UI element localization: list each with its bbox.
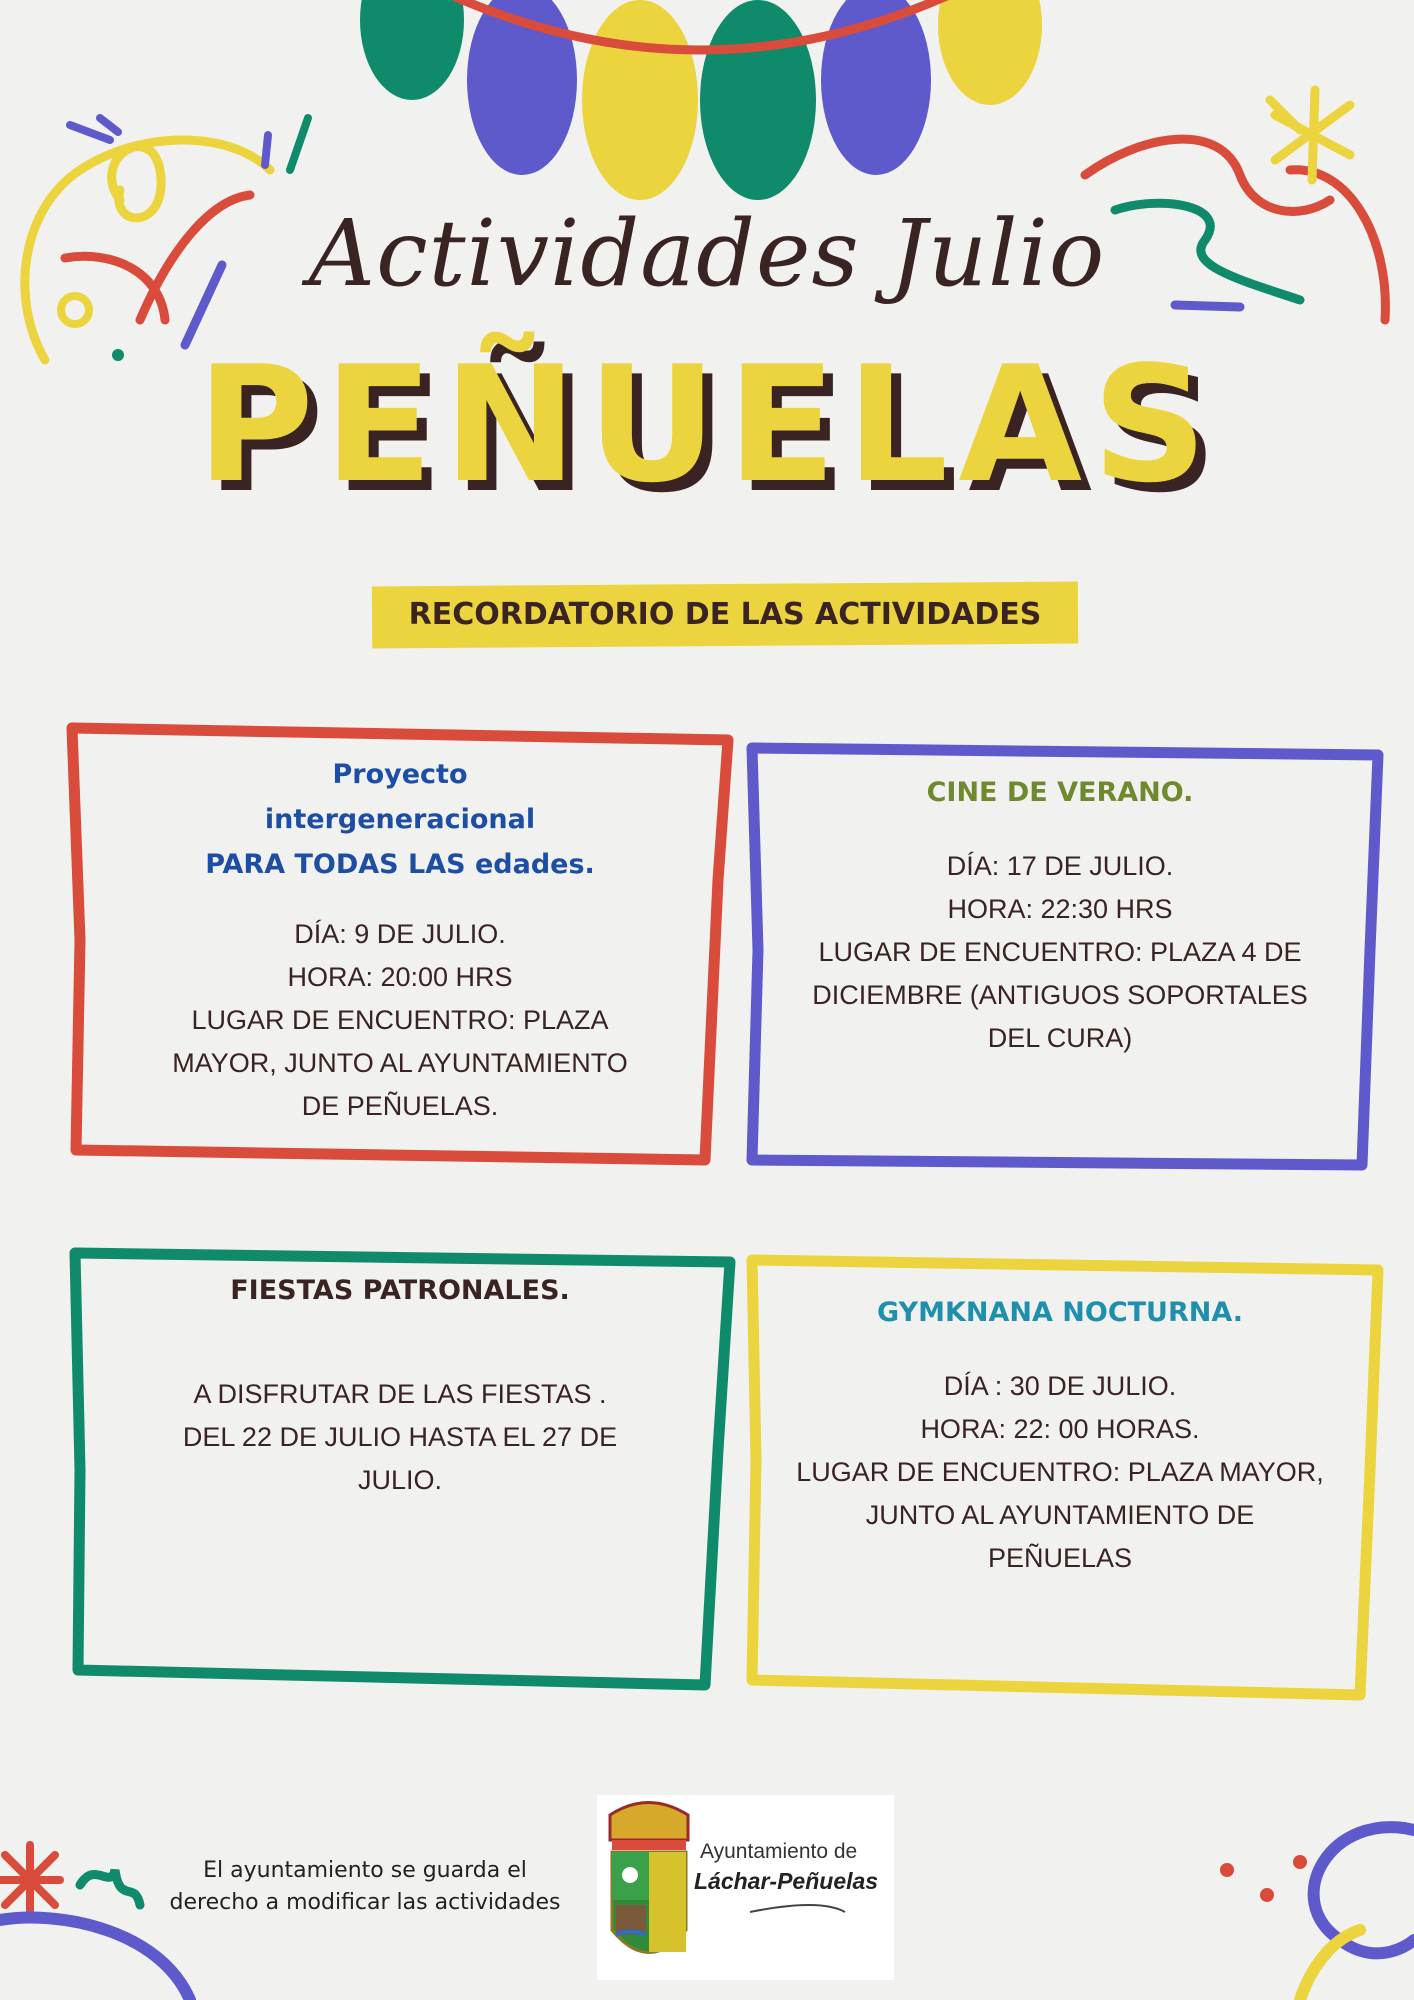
logo-text-ayuntamiento: Ayuntamiento de <box>700 1840 858 1863</box>
card-title <box>110 752 690 887</box>
logo-text-town-name: Láchar-Peñuelas <box>694 1868 879 1894</box>
card-location-line: DEL CURA) <box>987 1023 1133 1053</box>
card-title-line: PARA TODAS LAS edades. <box>205 849 595 880</box>
card-text-line: DEL 22 DE JULIO HASTA EL 27 DE <box>182 1422 618 1452</box>
card-location-line: PEÑUELAS <box>987 1543 1133 1573</box>
card-text-line: A DISFRUTAR DE LAS FIESTAS . <box>193 1379 607 1409</box>
confetti-bottom-right-decoration <box>1220 1827 1414 2000</box>
card-location-line: MAYOR, JUNTO AL AYUNTAMIENTO <box>172 1048 628 1078</box>
card-title <box>105 1268 695 1313</box>
card-details <box>780 845 1340 1060</box>
footer-disclaimer <box>160 1855 570 1919</box>
card-time: HORA: 22: 00 HORAS. <box>920 1414 1200 1444</box>
card-details <box>770 1365 1350 1580</box>
card-title-line: Proyecto <box>332 759 468 790</box>
bunting-decoration <box>360 0 1042 200</box>
card-details <box>105 1373 695 1502</box>
card-date: DÍA : 30 DE JULIO. <box>943 1371 1177 1401</box>
card-title-line: intergeneracional <box>264 804 536 835</box>
card-title <box>770 1290 1350 1335</box>
card-time: HORA: 22:30 HRS <box>947 894 1173 924</box>
card-title <box>780 770 1340 815</box>
activity-card-intergenerational <box>110 752 690 1128</box>
card-time: HORA: 20:00 HRS <box>287 962 513 992</box>
main-title: PEÑUELAS <box>196 331 1218 518</box>
card-date: DÍA: 9 DE JULIO. <box>294 919 506 949</box>
card-location-line: LUGAR DE ENCUENTRO: PLAZA MAYOR, <box>796 1457 1324 1487</box>
activity-card-gymkhana <box>770 1290 1350 1580</box>
activity-card-cinema <box>780 770 1340 1060</box>
footer-disclaimer-line: derecho a modificar las actividades <box>169 1890 561 1915</box>
script-title: Actividades Julio <box>308 200 1106 307</box>
card-details <box>110 913 690 1128</box>
activity-card-fiestas <box>105 1268 695 1502</box>
card-title-line: GYMKNANA NOCTURNA. <box>876 1297 1244 1328</box>
card-date: DÍA: 17 DE JULIO. <box>946 851 1174 881</box>
card-location-line: DICIEMBRE (ANTIGUOS SOPORTALES <box>812 980 1308 1010</box>
card-title-line: CINE DE VERANO. <box>926 777 1194 808</box>
card-location-line: JUNTO AL AYUNTAMIENTO DE <box>865 1500 1255 1530</box>
footer-disclaimer-line: El ayuntamiento se guarda el <box>203 1858 527 1883</box>
card-text-line: JULIO. <box>357 1465 443 1495</box>
banner-text: RECORDATORIO DE LAS ACTIVIDADES <box>408 597 1042 632</box>
card-location-line: LUGAR DE ENCUENTRO: PLAZA <box>191 1005 609 1035</box>
card-title-line: FIESTAS PATRONALES. <box>230 1275 570 1306</box>
card-location-line: LUGAR DE ENCUENTRO: PLAZA 4 DE <box>818 937 1302 967</box>
card-location-line: DE PEÑUELAS. <box>301 1091 499 1121</box>
